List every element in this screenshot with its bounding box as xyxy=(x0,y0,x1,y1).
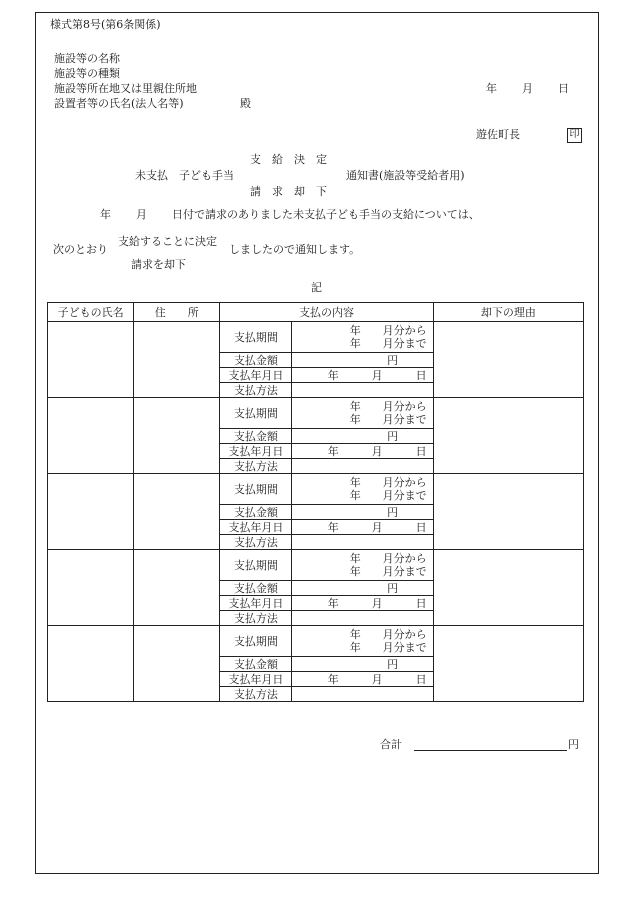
issuer-title: 遊佐町長 xyxy=(476,128,520,141)
method-label: 支払方法 xyxy=(220,459,292,474)
period-from: 年 月分から xyxy=(349,400,427,413)
amount-label: 支払金額 xyxy=(220,353,292,368)
pay-date-value[interactable]: 年 月 日 xyxy=(292,368,433,383)
amount-value[interactable]: 円 xyxy=(292,505,433,520)
address-cell[interactable] xyxy=(134,398,220,474)
amount-value[interactable]: 円 xyxy=(292,353,433,368)
reject-reason-cell[interactable] xyxy=(433,398,583,474)
form-number: 様式第8号(第6条関係) xyxy=(50,18,161,31)
address-cell[interactable] xyxy=(134,626,220,702)
total-label: 合計 xyxy=(380,738,402,751)
child-name-cell[interactable] xyxy=(48,474,134,550)
date-month: 月 xyxy=(522,82,533,95)
table-row xyxy=(48,550,584,581)
pay-date-value[interactable]: 年 月 日 xyxy=(292,520,433,535)
method-value[interactable] xyxy=(292,459,433,474)
child-name-cell[interactable] xyxy=(48,398,134,474)
pay-date-label: 支払年月日 xyxy=(220,672,292,687)
child-name-cell[interactable] xyxy=(48,322,134,398)
period-to: 年 月分まで xyxy=(349,413,427,426)
facility-address-label: 施設等所在地又は里親住所地 xyxy=(54,82,197,95)
period-value[interactable] xyxy=(292,474,433,505)
amount-label: 支払金額 xyxy=(220,657,292,672)
period-value[interactable] xyxy=(292,398,433,429)
honorific: 殿 xyxy=(240,97,251,110)
body-sentence1: 日付で請求のありました未支払子ども手当の支給については、 xyxy=(172,208,480,221)
child-name-cell[interactable] xyxy=(48,626,134,702)
option-lower: 請求を却下 xyxy=(131,258,186,271)
address-cell[interactable] xyxy=(134,322,220,398)
period-from: 年 月分から xyxy=(349,552,427,565)
ki-mark: 記 xyxy=(311,281,322,294)
seal-text: 印 xyxy=(567,128,582,143)
header-address: 住 所 xyxy=(134,303,220,322)
amount-label: 支払金額 xyxy=(220,505,292,520)
header-child-name: 子どもの氏名 xyxy=(48,303,134,322)
body-month: 月 xyxy=(136,208,147,221)
pay-date-label: 支払年月日 xyxy=(220,444,292,459)
reject-reason-cell[interactable] xyxy=(433,550,583,626)
payment-table xyxy=(47,302,584,702)
reject-reason-cell[interactable] xyxy=(433,322,583,398)
period-to: 年 月分まで xyxy=(349,565,427,578)
amount-value[interactable]: 円 xyxy=(292,581,433,596)
total-unit: 円 xyxy=(568,738,579,751)
period-from: 年 月分から xyxy=(349,324,427,337)
header-payment-content: 支払の内容 xyxy=(220,303,433,322)
table-row xyxy=(48,322,584,353)
method-label: 支払方法 xyxy=(220,611,292,626)
reject-reason-cell[interactable] xyxy=(433,626,583,702)
table-row xyxy=(48,474,584,505)
period-to: 年 月分まで xyxy=(349,641,427,654)
amount-value[interactable]: 円 xyxy=(292,657,433,672)
period-value[interactable] xyxy=(292,626,433,657)
pay-date-value[interactable]: 年 月 日 xyxy=(292,596,433,611)
method-label: 支払方法 xyxy=(220,535,292,550)
period-to: 年 月分まで xyxy=(349,489,427,502)
pay-date-label: 支払年月日 xyxy=(220,596,292,611)
title-lower: 請 求 却 下 xyxy=(250,185,327,198)
period-to: 年 月分まで xyxy=(349,337,427,350)
period-label: 支払期間 xyxy=(220,550,292,581)
period-label: 支払期間 xyxy=(220,398,292,429)
date-year: 年 xyxy=(486,82,497,95)
address-cell[interactable] xyxy=(134,550,220,626)
option-upper: 支給することに決定 xyxy=(118,235,217,248)
child-name-cell[interactable] xyxy=(48,550,134,626)
period-from: 年 月分から xyxy=(349,476,427,489)
total-field[interactable] xyxy=(414,750,567,751)
pay-date-value[interactable]: 年 月 日 xyxy=(292,672,433,687)
method-label: 支払方法 xyxy=(220,383,292,398)
address-cell[interactable] xyxy=(134,474,220,550)
period-from: 年 月分から xyxy=(349,628,427,641)
method-value[interactable] xyxy=(292,611,433,626)
table-row xyxy=(48,626,584,657)
pay-date-label: 支払年月日 xyxy=(220,368,292,383)
amount-value[interactable]: 円 xyxy=(292,429,433,444)
header-reject-reason: 却下の理由 xyxy=(433,303,583,322)
body-sentence2-suffix: しましたので通知します。 xyxy=(229,243,361,256)
method-value[interactable] xyxy=(292,383,433,398)
amount-label: 支払金額 xyxy=(220,581,292,596)
period-label: 支払期間 xyxy=(220,626,292,657)
method-value[interactable] xyxy=(292,687,433,702)
facility-name-label: 施設等の名称 xyxy=(54,52,120,65)
period-value[interactable] xyxy=(292,322,433,353)
reject-reason-cell[interactable] xyxy=(433,474,583,550)
body-year: 年 xyxy=(100,208,111,221)
period-label: 支払期間 xyxy=(220,322,292,353)
table-row xyxy=(48,398,584,429)
pay-date-value[interactable]: 年 月 日 xyxy=(292,444,433,459)
title-prefix: 未支払 子ども手当 xyxy=(135,169,234,182)
facility-type-label: 施設等の種類 xyxy=(54,67,120,80)
table-header-row xyxy=(48,303,584,322)
amount-label: 支払金額 xyxy=(220,429,292,444)
body-sentence2-prefix: 次のとおり xyxy=(53,243,108,256)
date-day: 日 xyxy=(558,82,569,95)
title-suffix: 通知書(施設等受給者用) xyxy=(346,169,465,182)
pay-date-label: 支払年月日 xyxy=(220,520,292,535)
seal-mark xyxy=(567,127,582,143)
founder-name-label: 設置者等の氏名(法人名等) xyxy=(54,97,184,110)
period-label: 支払期間 xyxy=(220,474,292,505)
method-value[interactable] xyxy=(292,535,433,550)
period-value[interactable] xyxy=(292,550,433,581)
method-label: 支払方法 xyxy=(220,687,292,702)
title-upper: 支 給 決 定 xyxy=(250,153,327,166)
